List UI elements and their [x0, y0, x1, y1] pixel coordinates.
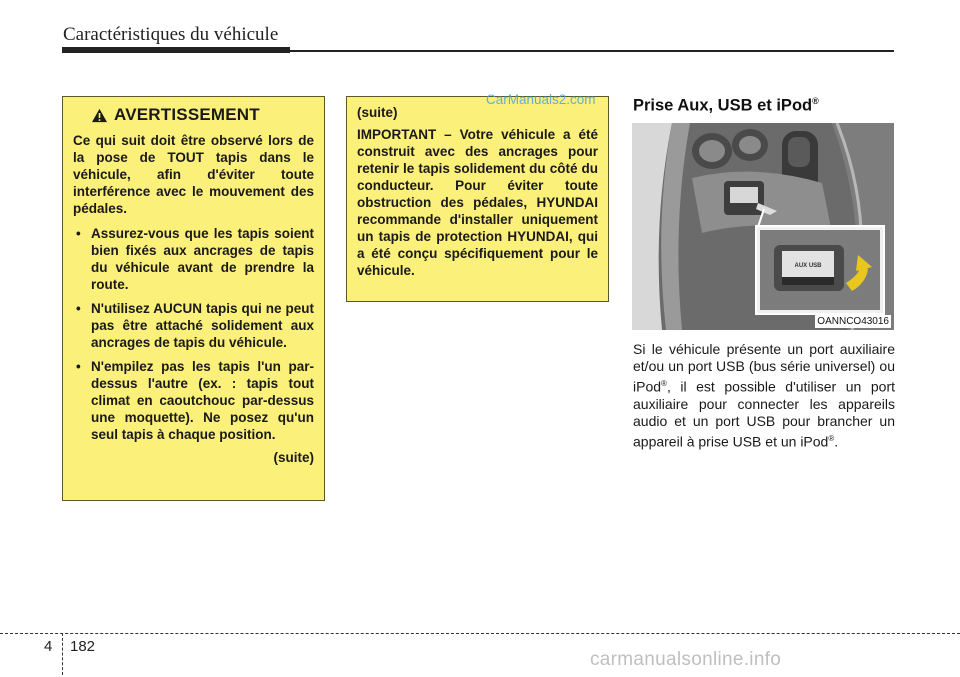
continued-warning-text: IMPORTANT – Votre véhicule a été construit avec des ancrages pour retenir le tapis solidement du côté du conducteur. Pour éviter toute obstruction des pédales, HYUNDAI recommande d'installer uniquement un tapis de protection HYUNDAI, qui a été conçu spécifiquement pour le véhicule. [357, 127, 598, 278]
continued-warning-box [346, 96, 609, 302]
body-text-part2: , il est possible d'utiliser un port auxiliaire pour connecter les appareils audio et un port USB pour brancher un appareil à prise USB et un iPod [633, 378, 895, 450]
registered-mark: ® [828, 433, 835, 443]
warning-bullet: • N'utilisez AUCUN tapis qui ne peut pas être attaché solidement aux ancrages de tapis du véhicule. [73, 300, 314, 351]
warning-intro: Ce qui suit doit être observé lors de la pose de TOUT tapis dans le véhicule, afin d'éviter toute interférence avec le mouvement des pédales. [73, 133, 314, 216]
section-title [633, 96, 819, 116]
warning-bullet-list [73, 225, 314, 443]
continued-suite-label: (suite) [357, 105, 398, 120]
section-title-text: Prise Aux, USB et iPod [633, 96, 813, 115]
usb-aux-label: AUX USB [794, 263, 822, 269]
header-title: Caractéristiques du véhicule [63, 24, 279, 45]
warning-suite-label: (suite) [273, 450, 314, 465]
warning-title: AVERTISSEMENT [114, 105, 260, 124]
registered-mark: ® [661, 379, 667, 388]
watermark-top: CarManuals2.com [486, 92, 596, 107]
footer-rule [0, 633, 960, 634]
body-paragraph [633, 341, 895, 450]
header-rule [62, 50, 894, 52]
footer-vertical-rule [62, 633, 63, 675]
warning-box [62, 96, 325, 501]
aux-usb-photo [632, 123, 894, 330]
warning-bullet: • Assurez-vous que les tapis soient bien fixés aux ancrages de tapis du véhicule avant de prendre la route. [73, 225, 314, 293]
console-illustration [632, 123, 894, 330]
image-code: OANNCO43016 [817, 316, 889, 327]
body-text-end: . [834, 433, 839, 450]
warning-header [91, 105, 314, 125]
registered-mark: ® [812, 96, 819, 106]
warning-triangle-icon [91, 108, 108, 123]
watermark-bottom: carmanualsonline.info [590, 649, 782, 670]
section-number: 4 [44, 638, 53, 655]
warning-bullet: • N'empilez pas les tapis l'un par-dessus l'autre (ex. : tapis tout climat en caoutchouc par-dessus une moquette). Ne posez qu'un seul tapis à chaque position. [73, 358, 314, 443]
body-text-part1: Si le véhicule présente un port auxiliaire et/ou un port USB (bus série universel) ou iPod [633, 341, 895, 395]
page-number: 182 [70, 638, 96, 655]
